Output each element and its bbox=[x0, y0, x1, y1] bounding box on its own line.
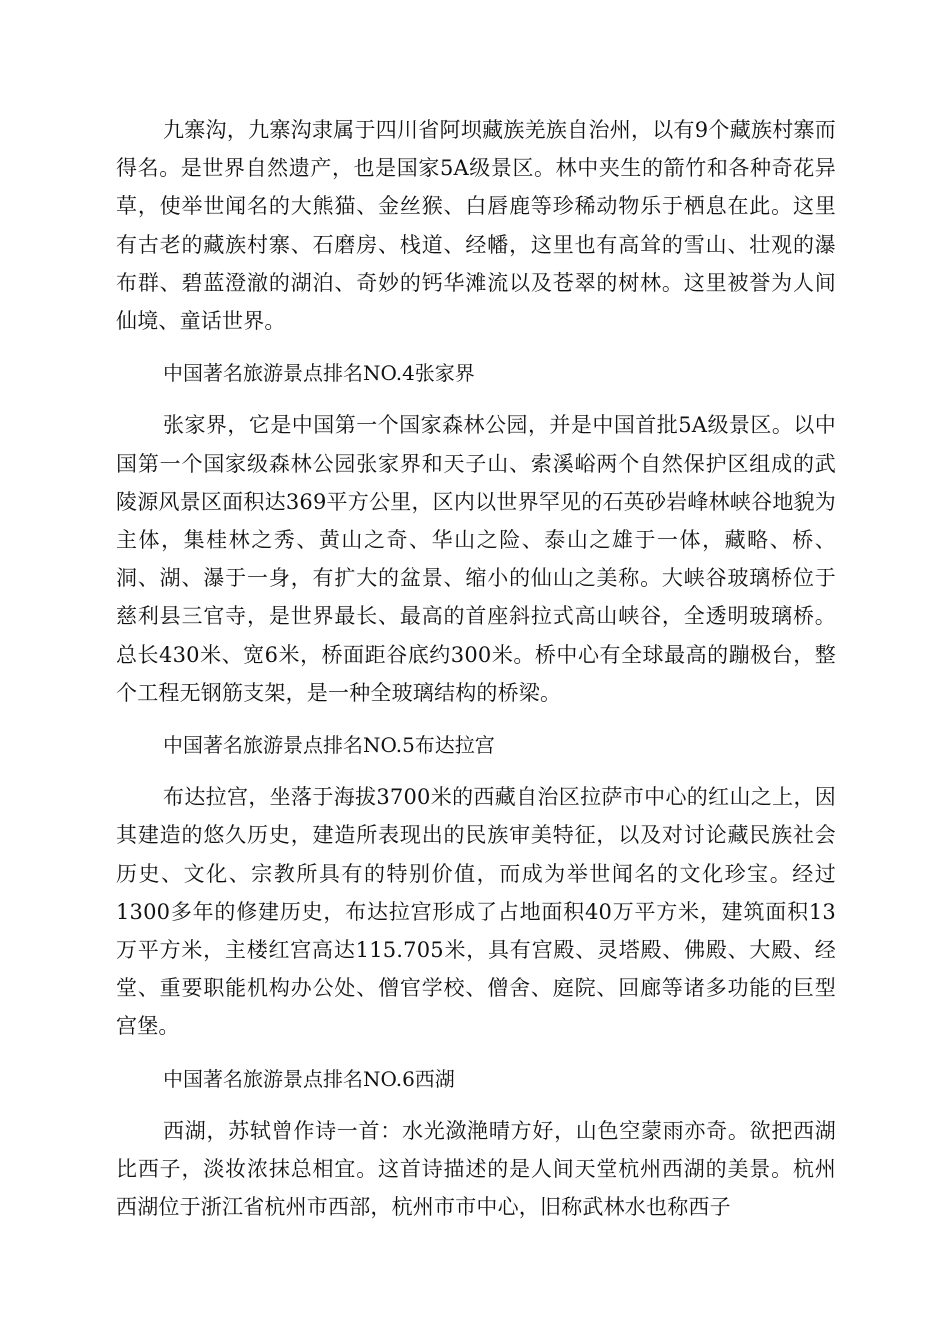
paragraph-zhangjiajie: 张家界，它是中国第一个国家森林公园，并是中国首批5A级景区。以中国第一个国家级森林公园张家界和天子山、索溪峪两个自然保护区组成的武陵源风景区面积达369平方公里，区内以世界罕见的石英砂岩峰林峡谷地貌为主体，集桂林之秀、黄山之奇、华山之险、泰山之雄于一体，藏略、桥、洞、湖、瀑于一身，有扩大的盆景、缩小的仙山之美称。大峡谷玻璃桥位于慈利县三官寺，是世界最长、最高的首座斜拉式高山峡谷，全透明玻璃桥。总长430米、宽6米，桥面距谷底约300米。桥中心有全球最高的蹦极台，整个工程无钢筋支架，是一种全玻璃结构的桥梁。 bbox=[116, 413, 836, 705]
document-content bbox=[116, 111, 836, 1226]
paragraph-jiuzhaigou: 九寨沟，九寨沟隶属于四川省阿坝藏族羌族自治州，以有9个藏族村寨而得名。是世界自然遗产，也是国家5A级景区。林中夹生的箭竹和各种奇花异草，使举世闻名的大熊猫、金丝猴、白唇鹿等珍稀动物乐于栖息在此。这里有古老的藏族村寨、石磨房、栈道、经幡，这里也有高耸的雪山、壮观的瀑布群、碧蓝澄澈的湖泊、奇妙的钙华滩流以及苍翠的树林。这里被誉为人间仙境、童话世界。 bbox=[116, 118, 836, 334]
heading-no4-zhangjiajie: 中国著名旅游景点排名NO.4张家界 bbox=[163, 361, 475, 386]
heading-no5-potala-palace: 中国著名旅游景点排名NO.5布达拉宫 bbox=[163, 733, 495, 758]
paragraph-west-lake: 西湖，苏轼曾作诗一首：水光潋滟晴方好，山色空蒙雨亦奇。欲把西湖比西子，淡妆浓抹总相宜。这首诗描述的是人间天堂杭州西湖的美景。杭州西湖位于浙江省杭州市西部，杭州市市中心，旧称武林水也称西子 bbox=[116, 1118, 836, 1220]
paragraph-potala-palace: 布达拉宫，坐落于海拔3700米的西藏自治区拉萨市中心的红山之上，因其建造的悠久历史，建造所表现出的民族审美特征，以及对讨论藏民族社会历史、文化、宗教所具有的特别价值，而成为举世闻名的文化珍宝。经过1300多年的修建历史，布达拉宫形成了占地面积40万平方米，建筑面积13万平方米，主楼红宫高达115.705米，具有宫殿、灵塔殿、佛殿、大殿、经堂、重要职能机构办公处、僧官学校、僧舍、庭院、回廊等诸多功能的巨型宫堡。 bbox=[116, 785, 836, 1039]
heading-no6-west-lake: 中国著名旅游景点排名NO.6西湖 bbox=[163, 1066, 455, 1091]
